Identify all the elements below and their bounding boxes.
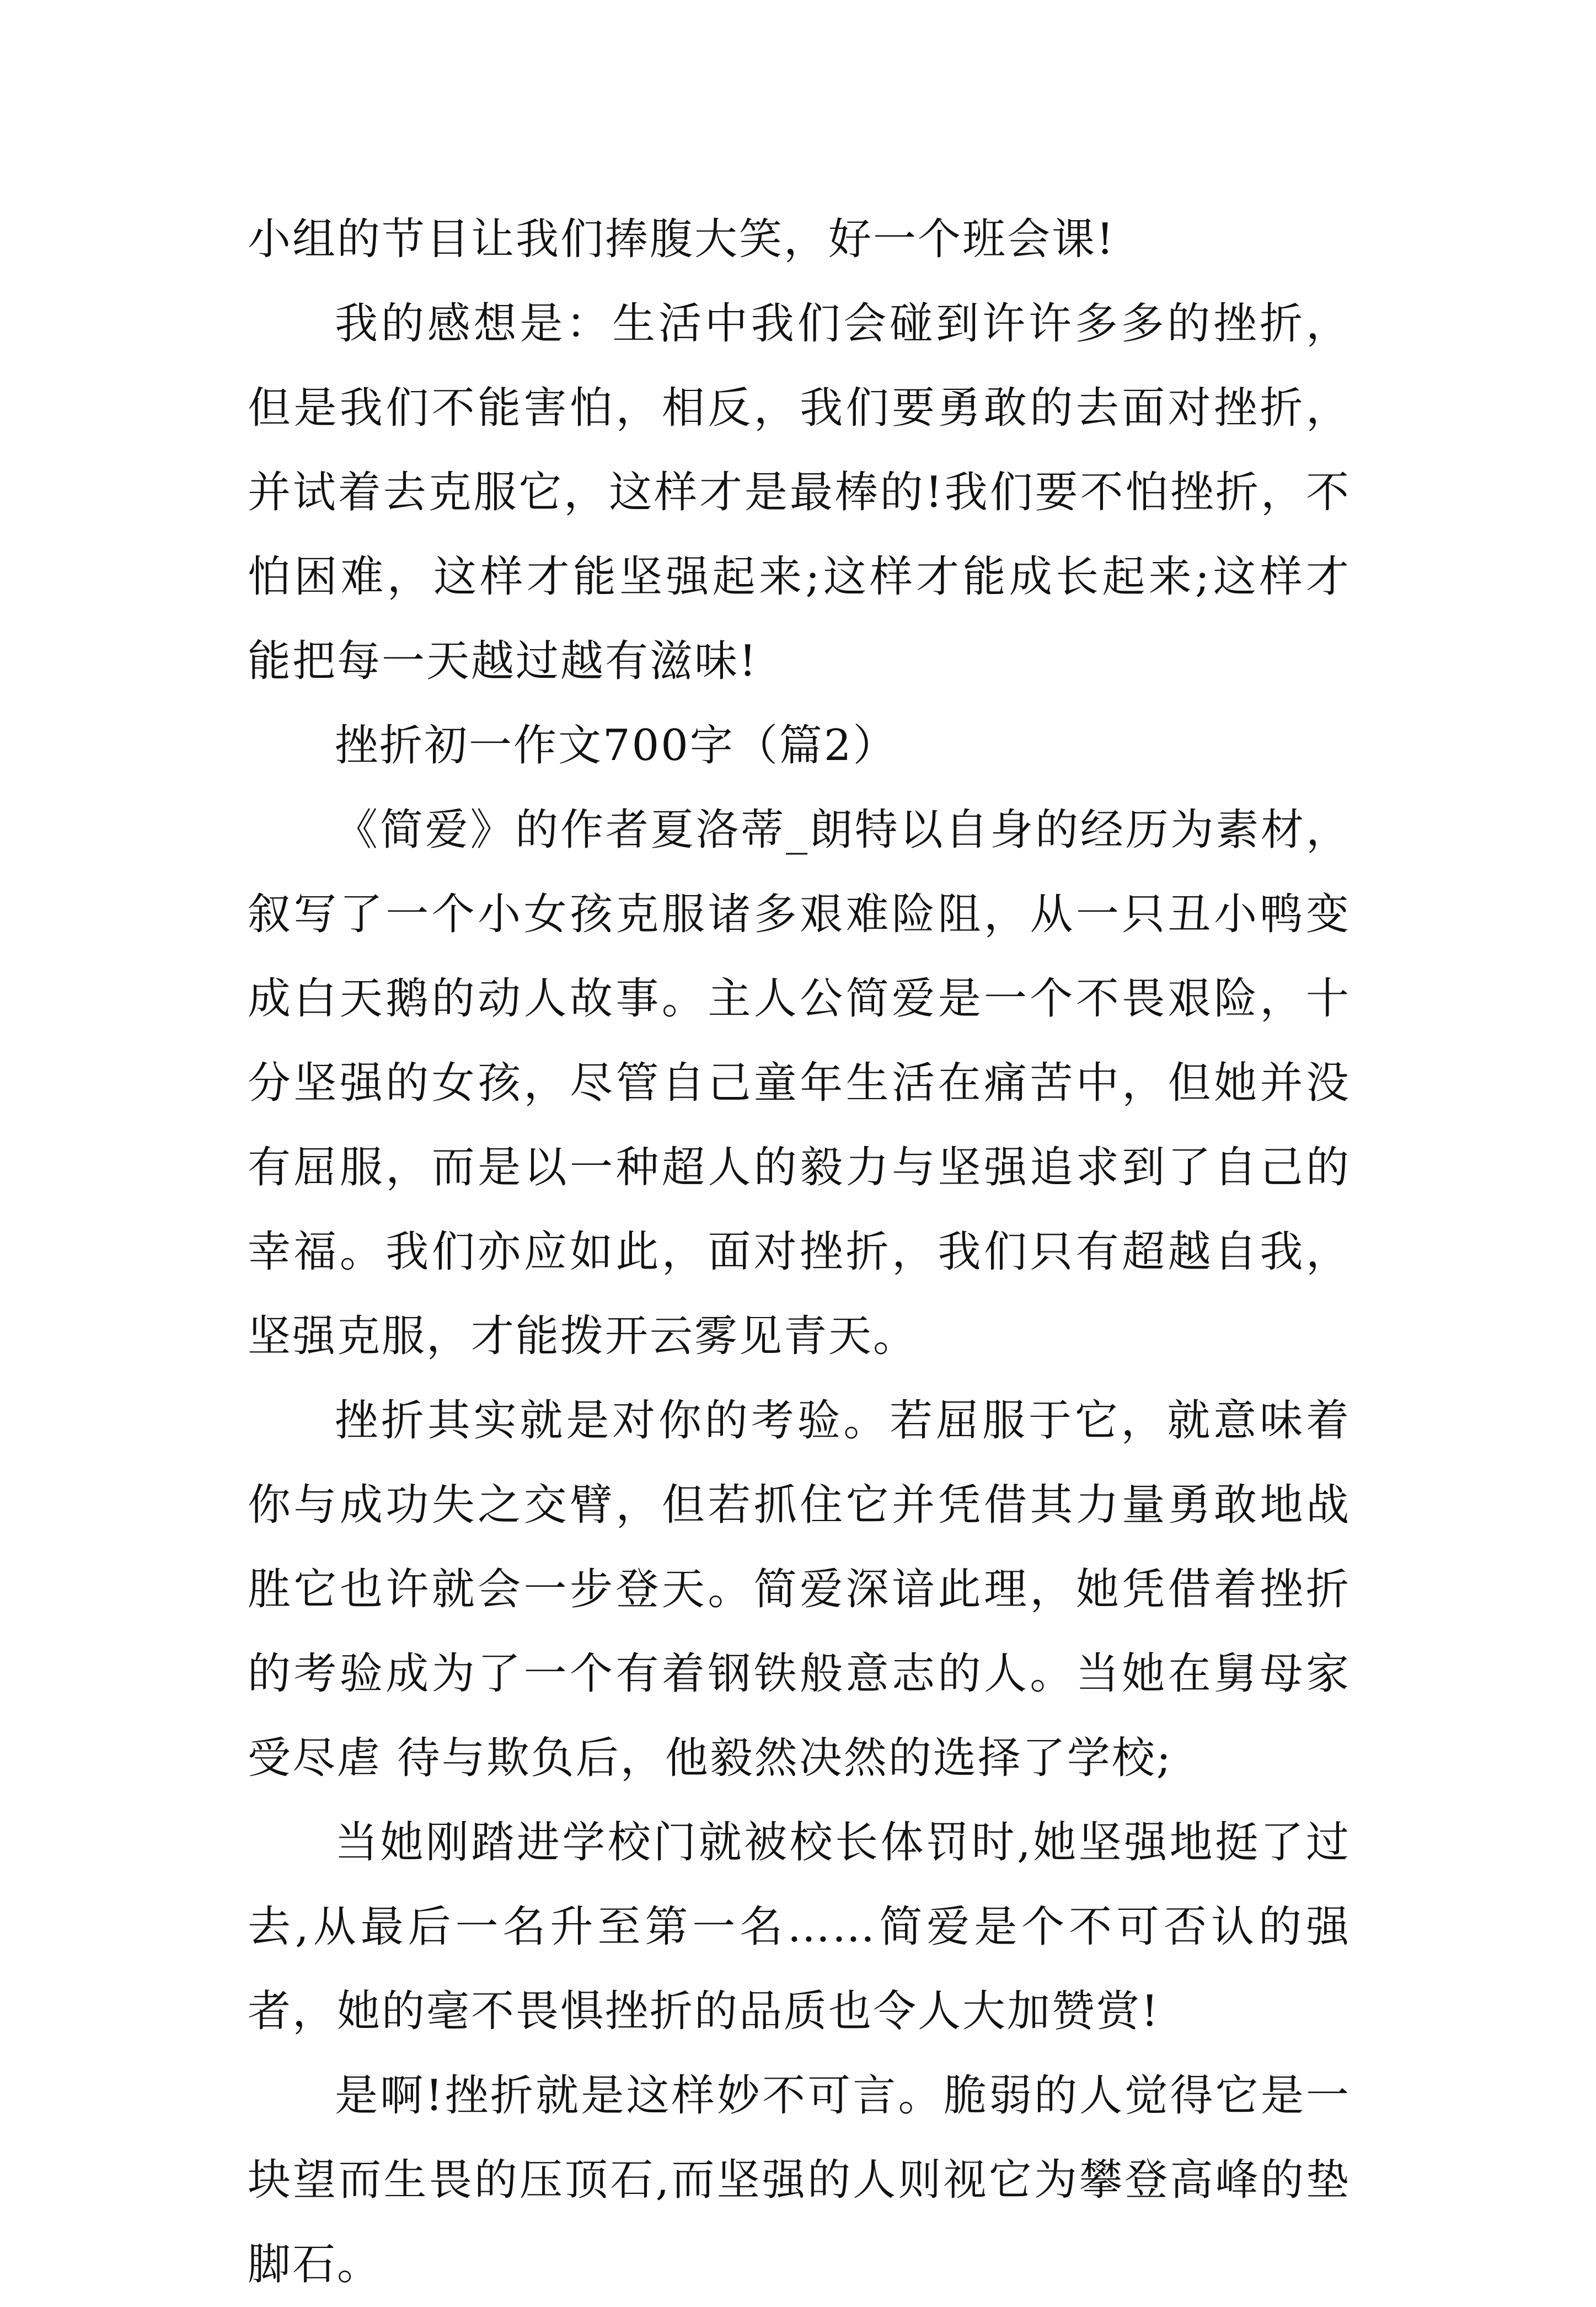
paragraph-conclusion: 是啊!挫折就是这样妙不可言。脆弱的人觉得它是一块望而生畏的压顶石,而坚强的人则视它为攀登高峰的垫脚石。 (248, 2071, 1351, 2289)
paragraph-reflection: 我的感想是：生活中我们会碰到许许多多的挫折，但是我们不能害怕，相反，我们要勇敢的去面对挫折，并试着去克服它，这样才是最棒的!我们要不怕挫折，不怕困难，这样才能坚强起来;这样才能成长起来;这样才能把每一天越过越有滋味! (248, 299, 1351, 686)
paragraph-jane-eyre: 《简爱》的作者夏洛蒂_朗特以自身的经历为素材，叙写了一个小女孩克服诸多艰难险阻，从一只丑小鸭变成白天鹅的动人故事。主人公简爱是一个不畏艰险，十分坚强的女孩，尽管自己童年生活在痛苦中，但她并没有屈服，而是以一种超人的毅力与坚强追求到了自己的幸福。我们亦应如此，面对挫折，我们只有超越自我，坚强克服，才能拨开云雾见青天。 (248, 805, 1351, 1361)
paragraph-test: 挫折其实就是对你的考验。若屈服于它，就意味着你与成功失之交臂，但若抓住它并凭借其力量勇敢地战胜它也许就会一步登天。简爱深谙此理，她凭借着挫折的考验成为了一个有着钢铁般意志的人。当她在舅母家受尽虐 待与欺负后，他毅然决然的选择了学校; (248, 1396, 1351, 1783)
paragraph-school: 当她刚踏进学校门就被校长体罚时,她坚强地挺了过去,从最后一名升至第一名……简爱是个不可否认的强者，她的毫不畏惧挫折的品质也令人大加赞赏! (248, 1818, 1351, 2036)
essay-title: 挫折初一作文700字（篇2） (335, 721, 898, 770)
paragraph-intro-end: 小组的节目让我们捧腹大笑，好一个班会课! (248, 215, 1116, 264)
document-body (248, 197, 1351, 2307)
